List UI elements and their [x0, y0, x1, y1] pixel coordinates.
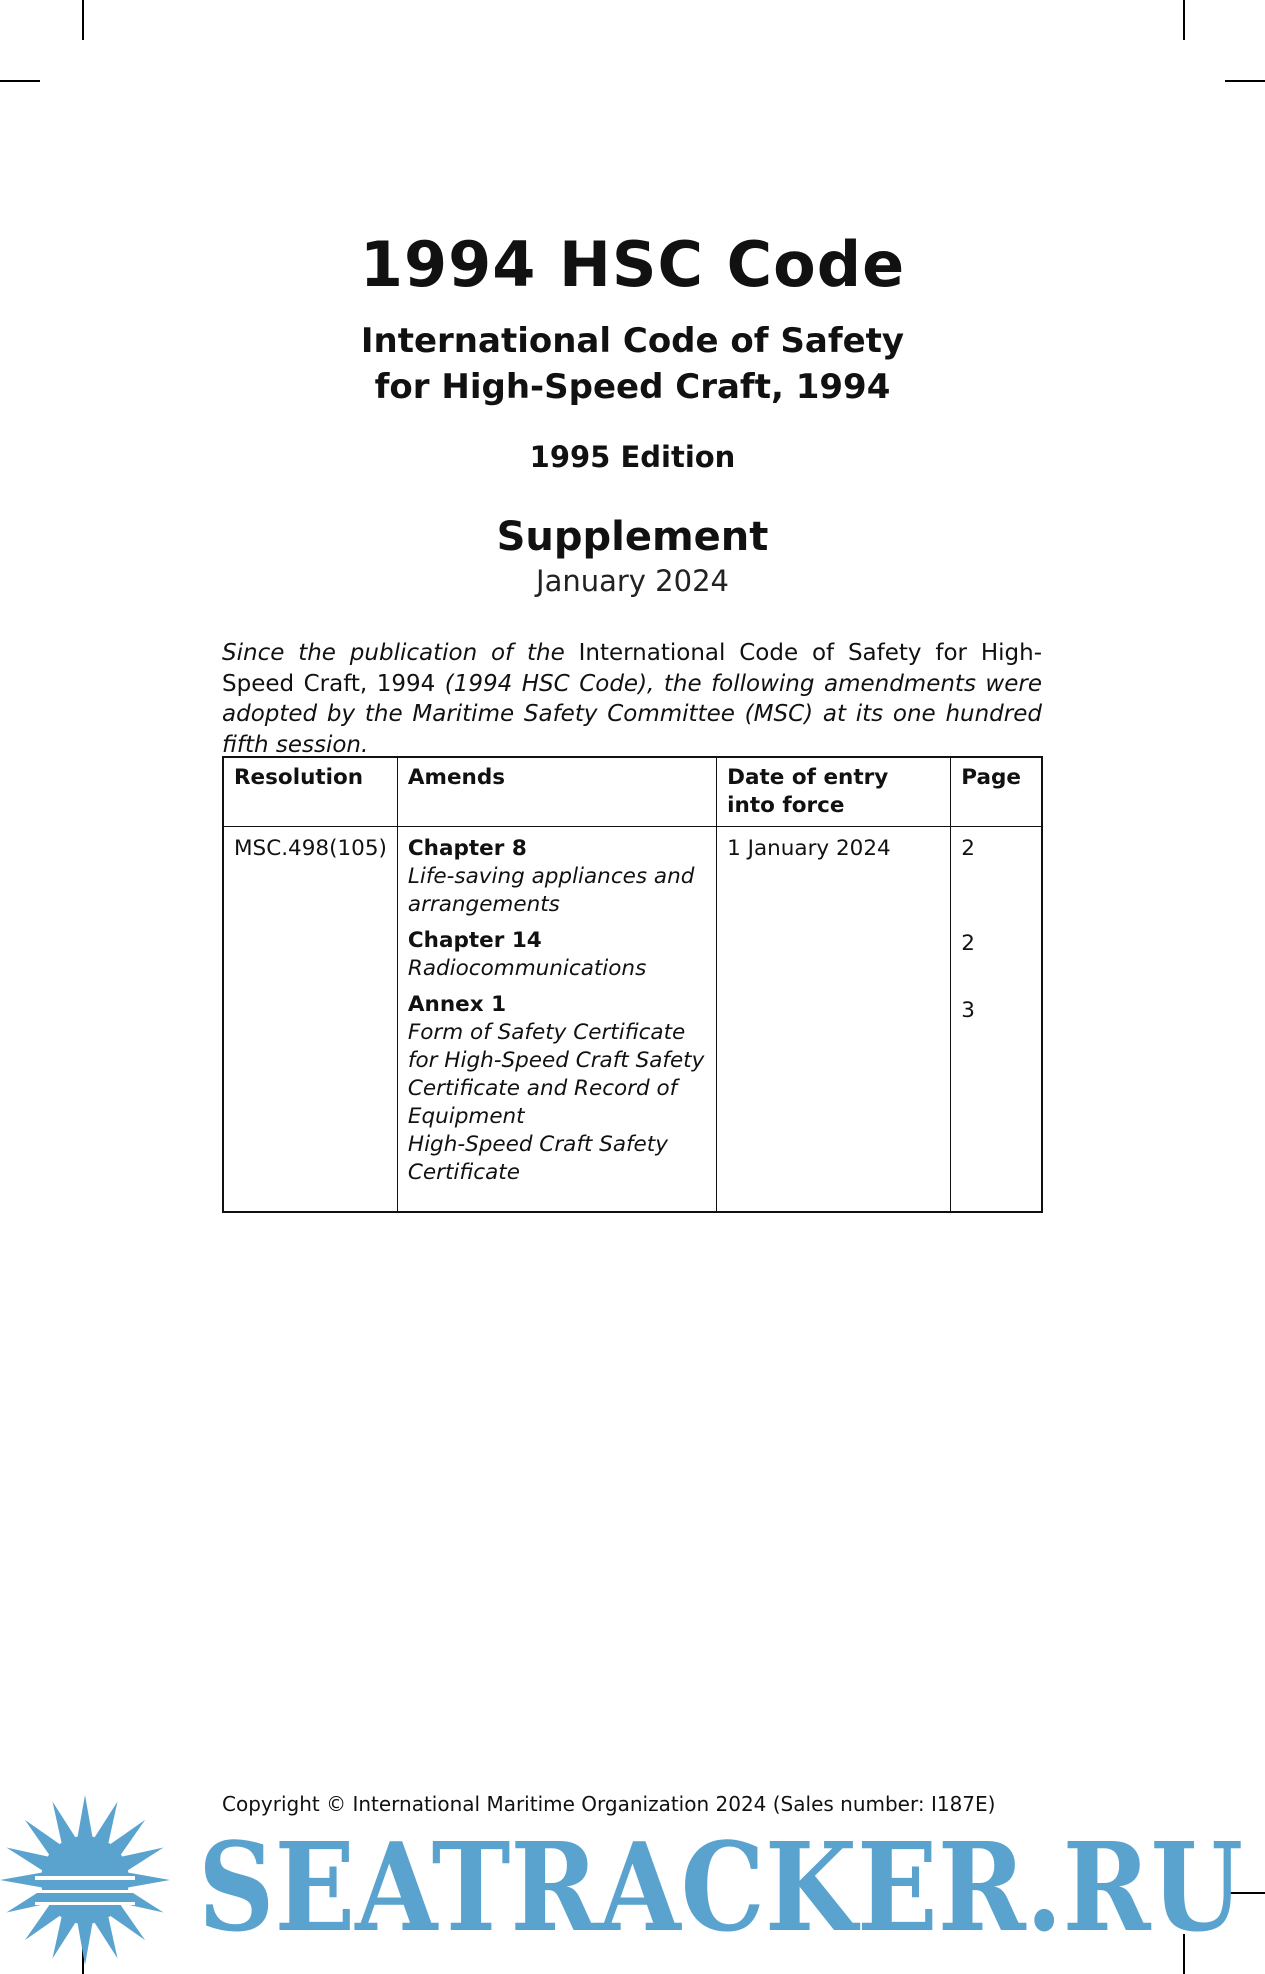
watermark-text: SEATRACKER.RU [198, 1815, 1243, 1959]
edition-label: 1995 Edition [529, 440, 736, 474]
amend-detail: Equipment [407, 1104, 525, 1129]
amend-detail: Certificate [407, 1160, 520, 1185]
intro-part-3: (1994 HSC Code), the following amendments were adopted by the Maritime Safety Committee (MSC) at its one hundred fifth session. [222, 670, 1042, 758]
amend-detail: Form of Safety Certificate [407, 1020, 686, 1045]
amend-annex-1 [408, 991, 706, 1187]
intro-part-1: Since the publication of the [222, 640, 565, 666]
amend-heading: Annex 1 [407, 992, 507, 1017]
sun-icon [0, 1795, 170, 1965]
page-cell [951, 827, 1042, 1213]
document-subtitle [0, 318, 1265, 410]
table-row [223, 827, 1042, 1213]
page-number: 3 [961, 998, 975, 1023]
resolution-cell: MSC.498(105) [223, 827, 397, 1213]
amend-chapter-14 [408, 927, 706, 983]
amend-detail: for High-Speed Craft Safety [407, 1048, 705, 1073]
subtitle-line-2: for High-Speed Craft, 1994 [374, 367, 891, 407]
amend-detail: Radiocommunications [407, 956, 647, 981]
header-amends: Amends [397, 757, 716, 827]
crop-mark-top-right [1183, 0, 1185, 40]
amend-detail: Life-saving appliances and [407, 864, 695, 889]
table-header-row [223, 757, 1042, 827]
document-title: 1994 HSC Code [359, 228, 906, 301]
amend-chapter-8 [408, 835, 706, 919]
header-date: Date of entry into force [717, 757, 951, 827]
supplement-heading: Supplement [496, 514, 769, 560]
crop-mark-right-top [1225, 80, 1265, 82]
amend-detail: High-Speed Craft Safety [407, 1132, 668, 1157]
amends-cell [397, 827, 716, 1213]
amend-detail: Certificate and Record of [407, 1076, 678, 1101]
intro-paragraph [222, 638, 1042, 760]
amend-heading: Chapter 8 [407, 836, 527, 861]
header-resolution: Resolution [223, 757, 397, 827]
amend-heading: Chapter 14 [407, 928, 542, 953]
amendments-table [222, 756, 1043, 1213]
page-number: 2 [961, 931, 975, 956]
header-page: Page [951, 757, 1042, 827]
supplement-date: January 2024 [536, 564, 729, 598]
crop-mark-left-top [0, 80, 40, 82]
intro-part-2: International Code of Safety for High-Speed Craft, 1994 [222, 640, 1042, 697]
subtitle-line-1: International Code of Safety [360, 321, 905, 361]
watermark [0, 1780, 1265, 1974]
date-cell: 1 January 2024 [717, 827, 951, 1213]
copyright-notice: Copyright © International Maritime Organization 2024 (Sales number: I187E) [222, 1792, 996, 1816]
crop-mark-top-left [82, 0, 84, 40]
page-number: 2 [961, 836, 975, 861]
amend-detail: arrangements [407, 892, 560, 917]
